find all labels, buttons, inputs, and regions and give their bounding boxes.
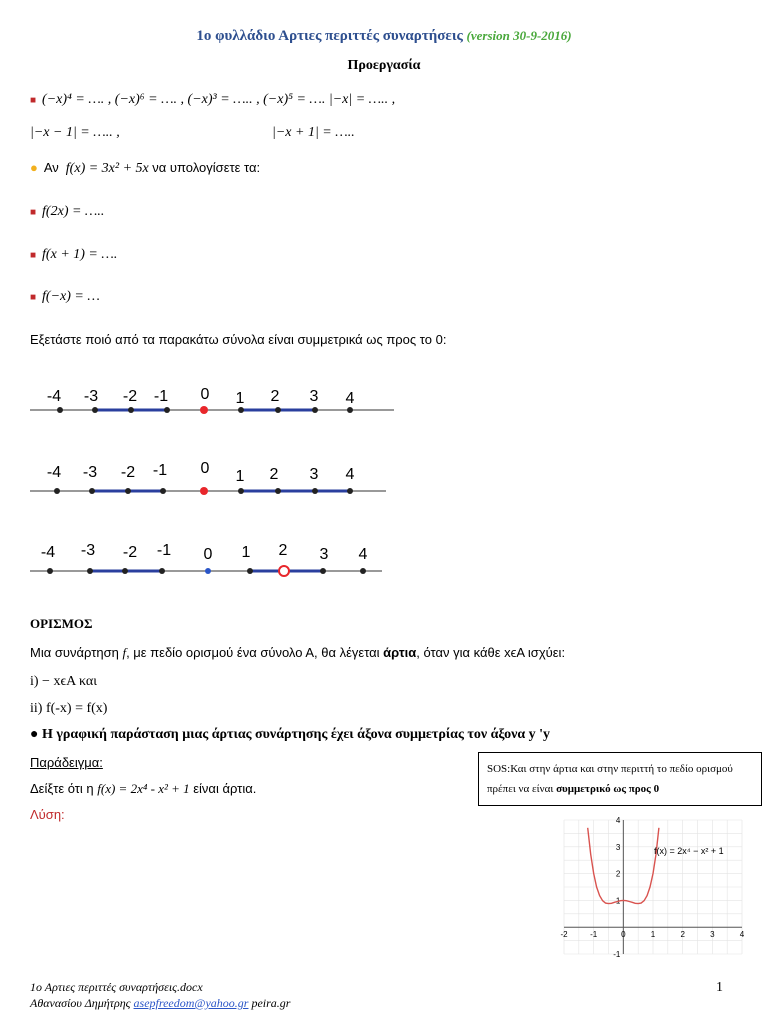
tick-label: -4 xyxy=(46,464,62,481)
tick-label: -1 xyxy=(156,542,172,559)
footer-author xyxy=(30,996,290,1011)
tick-label: 2 xyxy=(269,466,279,483)
def-part: , όταν για κάθε xϵA ισχύει: xyxy=(416,645,566,660)
def-f: f xyxy=(122,645,127,660)
tick-label: 0 xyxy=(200,386,210,403)
tick-label: -3 xyxy=(82,464,98,481)
tick-label: -3 xyxy=(80,542,96,559)
page-number: 1 xyxy=(716,980,723,995)
sos-note xyxy=(478,752,762,806)
abs-line-b: |−x + 1| = ….. xyxy=(272,125,355,140)
x-tick-label: -2 xyxy=(560,930,568,940)
number-line-2 xyxy=(28,455,390,505)
tick-label: 4 xyxy=(358,546,368,563)
sos-text: SOS:Και στην άρτια και στην περιττή το πεδίο ορισμού πρέπει να είναι xyxy=(487,763,733,795)
tick-label: 1 xyxy=(235,390,245,407)
bullet-icon: ■ xyxy=(30,207,37,218)
fx-intro xyxy=(30,160,260,177)
definition-text xyxy=(30,645,565,661)
def-part: , με πεδίο ορισμού ένα σύνολο Α, θα λέγεται xyxy=(126,645,384,660)
tick-label: 3 xyxy=(309,388,319,405)
email-link[interactable]: asepfreedom@yahoo.gr xyxy=(133,996,249,1010)
tick-label: -4 xyxy=(40,544,56,561)
item-text: f(−x) = … xyxy=(42,289,100,304)
x-tick-label: -1 xyxy=(590,930,598,940)
ex-part: είναι άρτια. xyxy=(189,781,257,796)
condition-2: ii) f(-x) = f(x) xyxy=(30,701,108,716)
tick-label: 2 xyxy=(278,542,288,559)
bullet-icon: ■ xyxy=(30,95,37,106)
symmetry-question: Εξετάστε ποιό από τα παρακάτω σύνολα είναι συμμετρικά ως προς το 0: xyxy=(30,332,447,347)
fx-prefix: Αν xyxy=(43,160,59,175)
page-title xyxy=(0,28,768,45)
def-part: Μια συνάρτηση xyxy=(30,645,123,660)
bullet-dot-icon: ● xyxy=(30,160,38,175)
abs-line-a: |−x − 1| = ….. , xyxy=(30,125,120,140)
tick-label: 4 xyxy=(345,466,355,483)
x-tick-label: 2 xyxy=(680,930,685,940)
tick-label: -4 xyxy=(46,388,62,405)
function-graph xyxy=(550,816,750,972)
tick-label: -3 xyxy=(83,388,99,405)
tick-label: 1 xyxy=(241,544,251,561)
condition-1: i) − xϵA και xyxy=(30,674,97,689)
footer-filename: 1ο Αρτιες περιττές συναρτήσεις.docx xyxy=(30,980,203,994)
author-text: Αθανασίου Δημήτρης xyxy=(30,996,134,1010)
tick-label: -2 xyxy=(122,544,138,561)
y-tick-label: -1 xyxy=(613,950,621,959)
item-2 xyxy=(30,247,117,263)
solution-label: Λύση: xyxy=(30,807,65,822)
definition-heading: ΟΡΙΣΜΟΣ xyxy=(30,616,93,631)
x-tick-label: 3 xyxy=(710,930,715,940)
item-1 xyxy=(30,204,104,220)
title-text: 1ο φυλλάδιο Αρτιες περιττές συναρτήσεις xyxy=(196,28,463,44)
y-tick-label: 4 xyxy=(615,816,621,825)
x-tick-label: 1 xyxy=(650,930,656,940)
fx-suffix: να υπολογίσετε τα: xyxy=(152,160,261,175)
tick-label: -1 xyxy=(152,462,168,479)
tick-label: -2 xyxy=(122,388,138,405)
version-text: (version 30-9-2016) xyxy=(466,28,572,43)
y-tick-label: 1 xyxy=(615,896,621,906)
ex-expr: f(x) = 2x⁴ - x² + 1 xyxy=(97,781,190,796)
y-tick-label: 2 xyxy=(615,869,621,879)
tick-label: 0 xyxy=(200,460,210,477)
x-tick-label: 4 xyxy=(739,930,745,940)
item-text: f(2x) = ….. xyxy=(42,204,105,219)
graph-symmetry-note: ● Η γραφική παράσταση μιας άρτιας συνάρτησης έχει άξονα συμμετρίας τον άξονα y 'y xyxy=(30,727,551,742)
tick-label: 3 xyxy=(319,546,329,563)
tick-label: 2 xyxy=(270,388,280,405)
bullet-icon: ■ xyxy=(30,250,37,261)
def-bold: άρτια xyxy=(383,645,417,660)
x-tick-label: 0 xyxy=(621,930,626,940)
number-line-3 xyxy=(28,535,386,585)
site-text: peira.gr xyxy=(248,996,291,1010)
tick-label: 3 xyxy=(309,466,319,483)
bullet-icon: ■ xyxy=(30,292,37,303)
example-statement xyxy=(30,781,256,797)
tick-label: 1 xyxy=(235,468,245,485)
powers-line xyxy=(30,92,395,108)
tick-label: 0 xyxy=(203,546,213,563)
tick-label: -2 xyxy=(120,464,136,481)
tick-label: -1 xyxy=(153,388,169,405)
graph-label: f(x) = 2x⁴ − x² + 1 xyxy=(654,846,724,856)
fx-expr: f(x) = 3x² + 5x xyxy=(65,161,149,176)
example-heading: Παράδειγμα: xyxy=(30,755,103,770)
section-subtitle: Προεργασία xyxy=(347,58,421,73)
ex-part: Δείξτε ότι η xyxy=(30,781,98,796)
sos-bold: συμμετρικό ως προς 0 xyxy=(556,783,660,795)
item-text: f(x + 1) = …. xyxy=(42,247,118,262)
y-tick-label: 3 xyxy=(615,842,621,852)
powers-text: (−x)⁴ = …. , (−x)⁶ = …. , (−x)³ = ….. , (−x)⁵ = …. |−x| = ….. , xyxy=(42,92,396,107)
number-line-1 xyxy=(28,375,398,425)
item-3 xyxy=(30,289,100,305)
tick-label: 4 xyxy=(345,390,355,407)
